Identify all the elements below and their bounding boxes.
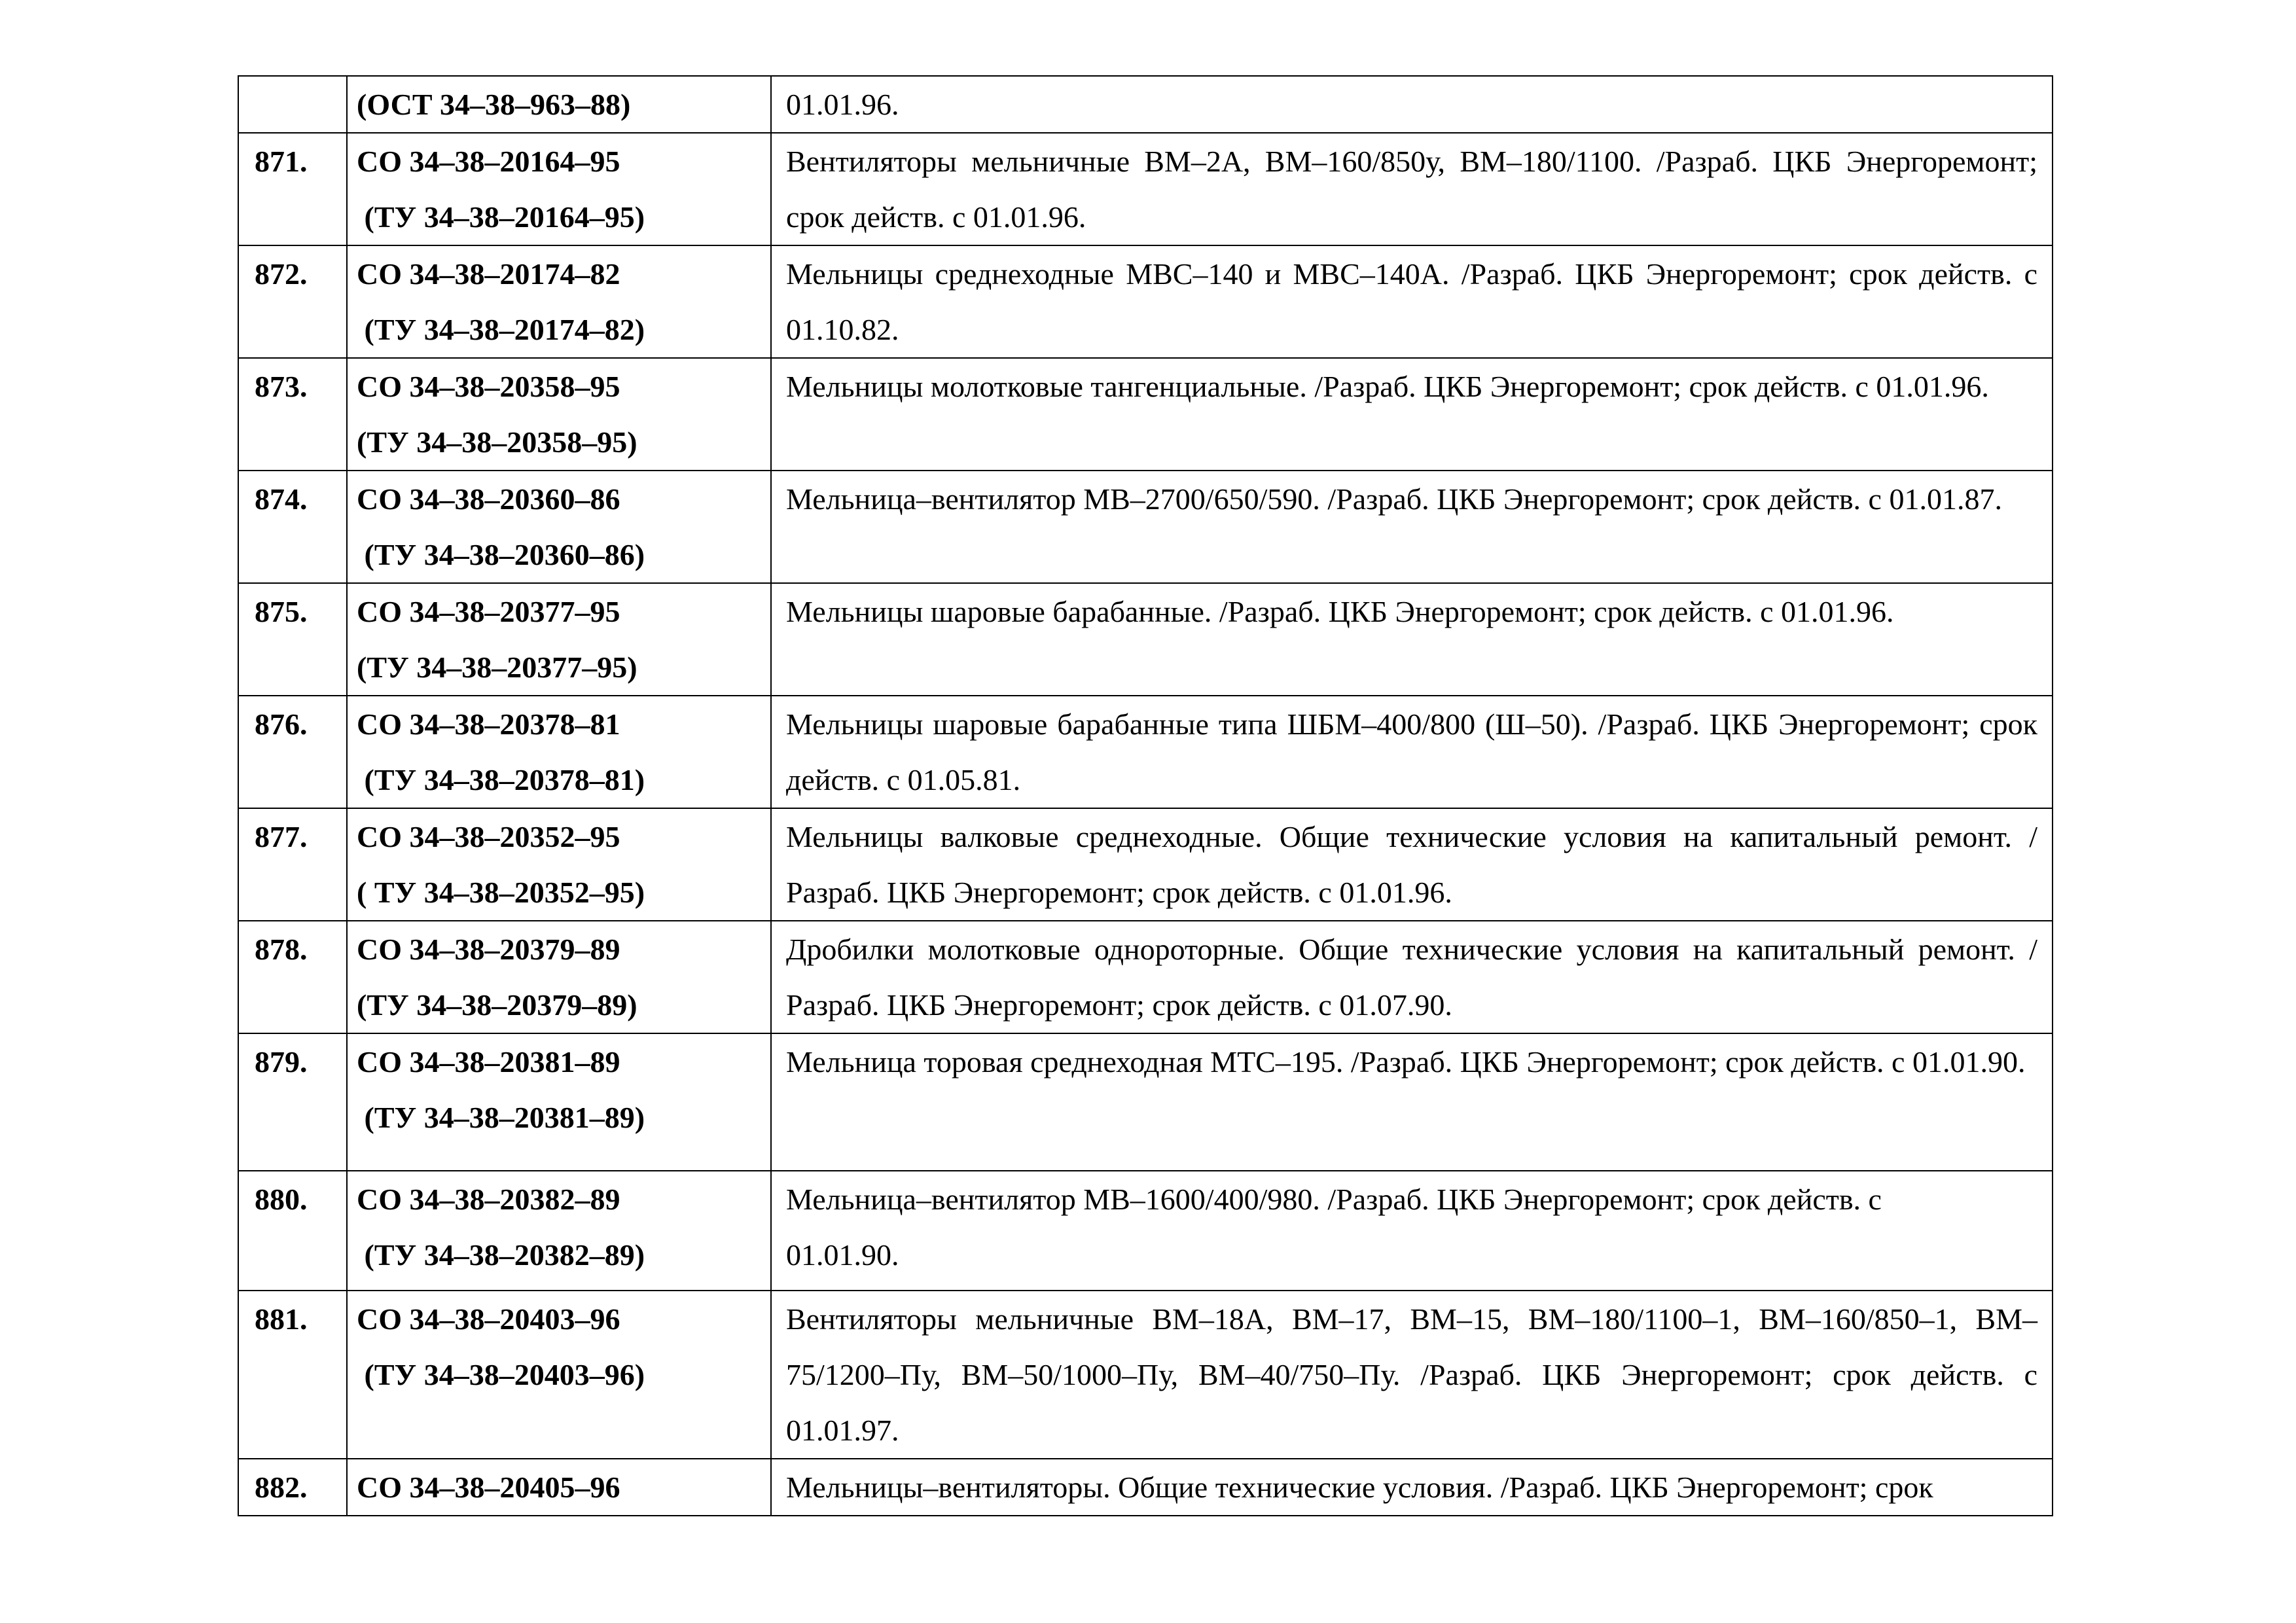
- tu-code: (ОСТ 34–38–963–88): [357, 88, 631, 121]
- so-code: СО 34–38–20358–95: [357, 370, 620, 403]
- description-cell: [771, 921, 2053, 1033]
- tu-code: (ТУ 34–38–20174–82): [357, 313, 645, 346]
- row-number: 880.: [238, 1171, 347, 1291]
- description-text: Мельницы молотковые тангенциальные. /Разраб. ЦКБ Энергоремонт; срок действ. с 01.01.96.: [786, 370, 1989, 403]
- table-row: [238, 808, 2053, 921]
- row-number: 872.: [238, 245, 347, 358]
- tu-code: (ТУ 34–38–20358–95): [357, 425, 637, 459]
- description-text: Мельница–вентилятор МВ–2700/650/590. /Разраб. ЦКБ Энергоремонт; срок действ. с 01.01.87.: [786, 482, 2002, 516]
- table-row: [238, 696, 2053, 808]
- document-code-cell: [347, 471, 771, 583]
- table-row: [238, 1171, 2053, 1291]
- document-table: [238, 75, 2053, 1516]
- row-number: 882.: [238, 1459, 347, 1516]
- description-cell: [771, 76, 2053, 133]
- description-text: Мельница торовая среднеходная МТС–195. /Разраб. ЦКБ Энергоремонт; срок действ. с 01.01.90.: [786, 1045, 2026, 1079]
- tu-code: ( ТУ 34–38–20352–95): [357, 876, 645, 909]
- so-code: СО 34–38–20405–96: [357, 1471, 620, 1504]
- row-number: 877.: [238, 808, 347, 921]
- description-text: Мельницы–вентиляторы. Общие технические условия. /Разраб. ЦКБ Энергоремонт; срок: [786, 1471, 1933, 1504]
- description-text: Дробилки молотковые однороторные. Общие технические условия на капитальный ремонт. /Разраб. ЦКБ Энергоремонт; срок действ. с 01.07.90.: [786, 933, 2037, 1022]
- tu-code: (ТУ 34–38–20360–86): [357, 538, 645, 571]
- row-number: 876.: [238, 696, 347, 808]
- description-text: Мельницы валковые среднеходные. Общие технические условия на капитальный ремонт. /Разраб. ЦКБ Энергоремонт; срок действ. с 01.01.96.: [786, 820, 2037, 909]
- document-code-cell: [347, 583, 771, 696]
- description-cell: [771, 808, 2053, 921]
- description-text: 01.01.96.: [786, 88, 899, 121]
- document-code-cell: [347, 1171, 771, 1291]
- table-row: [238, 583, 2053, 696]
- description-cell: [771, 133, 2053, 245]
- tu-code: (ТУ 34–38–20378–81): [357, 763, 645, 796]
- table-body: [238, 76, 2053, 1516]
- table-row: [238, 133, 2053, 245]
- document-code-cell: [347, 696, 771, 808]
- document-code-cell: [347, 133, 771, 245]
- tu-code: (ТУ 34–38–20379–89): [357, 988, 637, 1022]
- row-number: 871.: [238, 133, 347, 245]
- so-code: СО 34–38–20381–89: [357, 1045, 620, 1079]
- table-row: [238, 1459, 2053, 1516]
- description-text: Мельницы шаровые барабанные типа ШБМ–400/800 (Ш–50). /Разраб. ЦКБ Энергоремонт; срок действ. с 01.05.81.: [786, 707, 2037, 796]
- description-text: Мельницы шаровые барабанные. /Разраб. ЦКБ Энергоремонт; срок действ. с 01.01.96.: [786, 595, 1894, 628]
- tu-code: (ТУ 34–38–20164–95): [357, 200, 645, 234]
- description-text: Мельницы среднеходные МВС–140 и МВС–140А. /Разраб. ЦКБ Энергоремонт; срок действ. с 01.10.82.: [786, 257, 2037, 346]
- description-cell: [771, 1291, 2053, 1459]
- description-text: Вентиляторы мельничные ВМ–18А, ВМ–17, ВМ–15, ВМ–180/1100–1, ВМ–160/850–1, ВМ–75/1200–Пу, ВМ–50/1000–Пу, ВМ–40/750–Пу. /Разраб. ЦКБ Энергоремонт; срок действ. с 01.01.97.: [786, 1302, 2037, 1447]
- document-code-cell: [347, 921, 771, 1033]
- document-code-cell: [347, 1459, 771, 1516]
- table-row: [238, 471, 2053, 583]
- description-text: Вентиляторы мельничные ВМ–2А, ВМ–160/850у, ВМ–180/1100. /Разраб. ЦКБ Энергоремонт; срок действ. с 01.01.96.: [786, 145, 2037, 234]
- table-row: [238, 1291, 2053, 1459]
- row-number: 879.: [238, 1033, 347, 1171]
- document-code-cell: [347, 1033, 771, 1171]
- so-code: СО 34–38–20377–95: [357, 595, 620, 628]
- description-cell: [771, 471, 2053, 583]
- description-cell: [771, 583, 2053, 696]
- tu-code: (ТУ 34–38–20377–95): [357, 651, 637, 684]
- description-text: Мельница–вентилятор МВ–1600/400/980. /Разраб. ЦКБ Энергоремонт; срок действ. с 01.01.90.: [786, 1183, 1882, 1272]
- document-code-cell: [347, 245, 771, 358]
- tu-code: (ТУ 34–38–20403–96): [357, 1358, 645, 1391]
- description-cell: [771, 245, 2053, 358]
- row-number: 874.: [238, 471, 347, 583]
- table-row: [238, 76, 2053, 133]
- document-code-cell: [347, 1291, 771, 1459]
- description-cell: [771, 1033, 2053, 1171]
- so-code: СО 34–38–20360–86: [357, 482, 620, 516]
- tu-code: (ТУ 34–38–20382–89): [357, 1238, 645, 1272]
- description-cell: [771, 1459, 2053, 1516]
- document-code-cell: [347, 808, 771, 921]
- table-row: [238, 921, 2053, 1033]
- so-code: СО 34–38–20378–81: [357, 707, 620, 741]
- table-row: [238, 245, 2053, 358]
- so-code: СО 34–38–20352–95: [357, 820, 620, 853]
- row-number: 873.: [238, 358, 347, 471]
- table-row: [238, 1033, 2053, 1171]
- description-cell: [771, 1171, 2053, 1291]
- tu-code: (ТУ 34–38–20381–89): [357, 1101, 645, 1134]
- row-number: 881.: [238, 1291, 347, 1459]
- so-code: СО 34–38–20174–82: [357, 257, 620, 291]
- row-number: 878.: [238, 921, 347, 1033]
- table-row: [238, 358, 2053, 471]
- so-code: СО 34–38–20164–95: [357, 145, 620, 178]
- so-code: СО 34–38–20403–96: [357, 1302, 620, 1336]
- description-cell: [771, 696, 2053, 808]
- row-number: 875.: [238, 583, 347, 696]
- description-cell: [771, 358, 2053, 471]
- row-number: [238, 76, 347, 133]
- document-code-cell: [347, 358, 771, 471]
- document-code-cell: [347, 76, 771, 133]
- so-code: СО 34–38–20382–89: [357, 1183, 620, 1216]
- so-code: СО 34–38–20379–89: [357, 933, 620, 966]
